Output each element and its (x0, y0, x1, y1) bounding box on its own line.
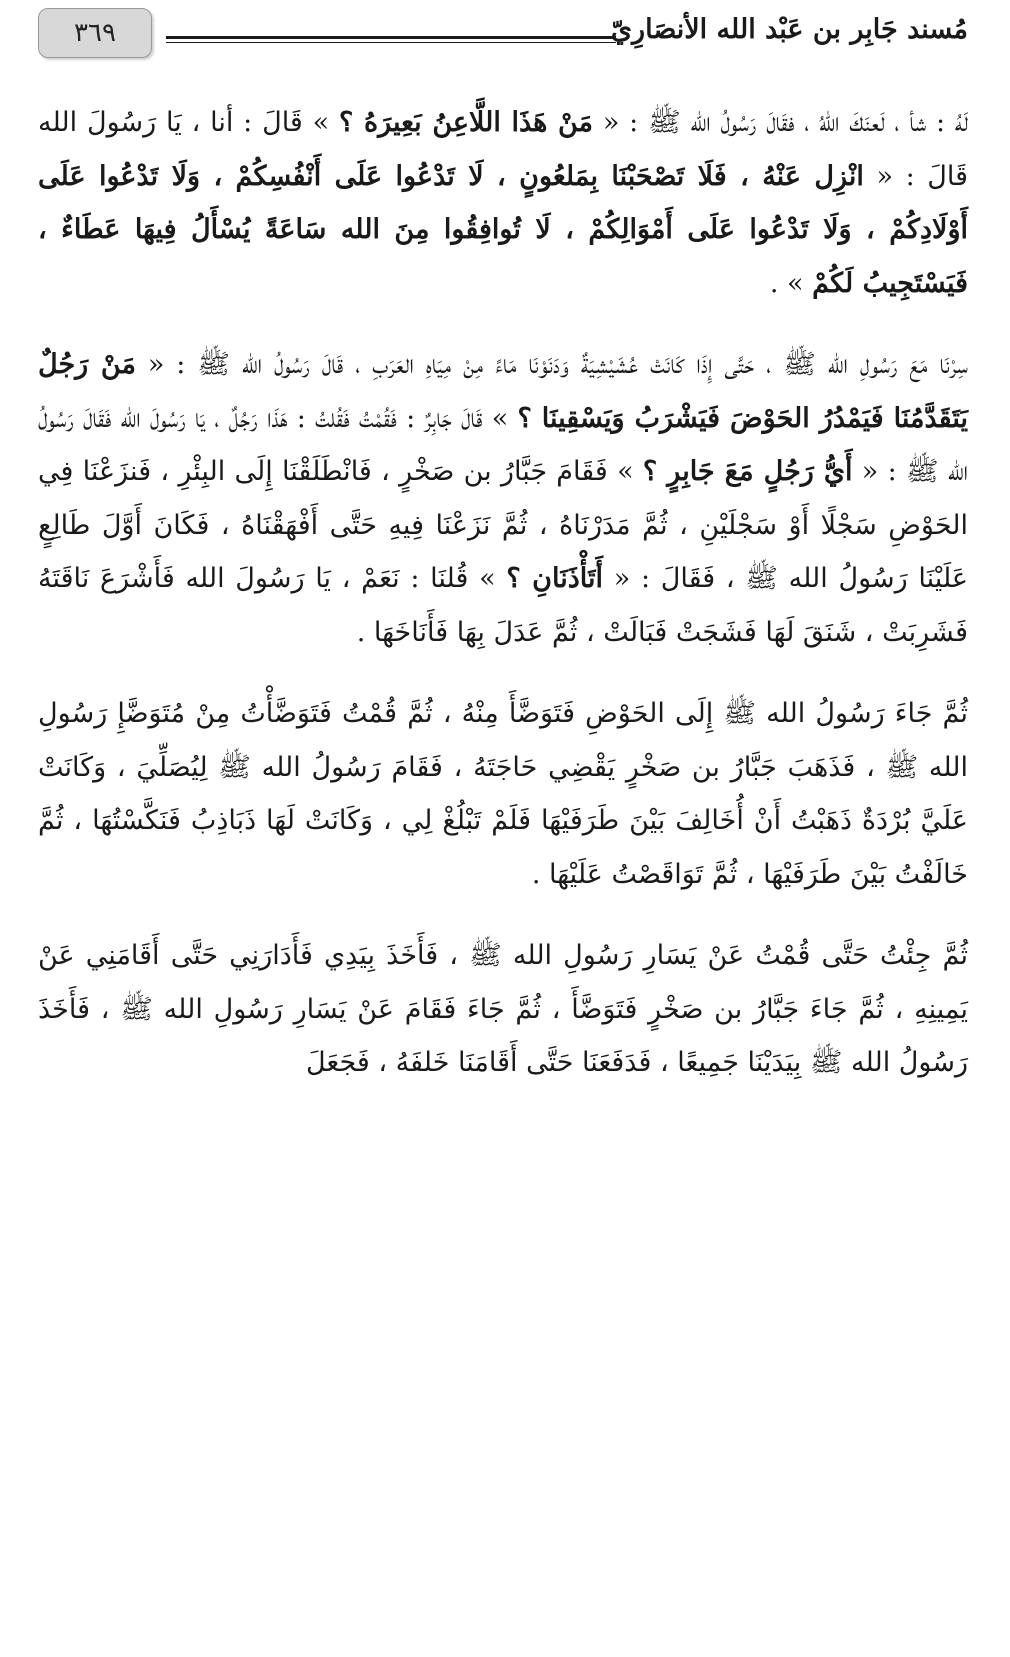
quoted-saying: انْزِل عَنْهُ ، فَلَا تَصْحَبْنَا بِمَلعُونٍ ، لَا تَدْعُوا عَلَى أَنْفُسِكُمْ ، وَلَا تَدْعُوا عَلَى أَوْلَادِكُمْ ، وَلَا تَدْعُوا عَلَى أَمْوَالِكُمْ ، لَا تُوافِقُوا مِنَ الله سَاعَةً يُسْأَلُ فِيهَا عَطَاءٌ ، فَيَسْتَجِيبُ لَكُمْ (38, 160, 968, 299)
quoted-saying: أَتَأْذَنَانِ ؟ (506, 563, 604, 594)
quoted-saying: أَيُّ رَجُلٍ مَعَ جَابِرٍ ؟ (642, 456, 853, 487)
page-number: ٣٦٩ (38, 8, 152, 58)
narration-text: » قَالَ جَابِرٌ : فَقُمْتُ فَقُلتُ : هَذَا رَجُلٌ ، يَا رَسُولَ الله فَقَالَ رَسُولُ الله ﷺ : « (38, 402, 969, 487)
narration-text: » . (769, 267, 813, 299)
narration-text: ثُمَّ جَاءَ رَسُولُ الله ﷺ إِلَى الحَوْضِ فَتَوَضَّأَ مِنْهُ ، ثُمَّ قُمْتُ فَتَوَضَّأْتُ مِنْ مُتَوَضَّإِ رَسُولِ الله ﷺ ، فَذَهَبَ جَبَّارُ بن صَخْرٍ يَقْضِي حَاجَتَهُ ، فَقَامَ رَسُولُ الله ﷺ لِيُصَلِّيَ ، وَكَانَتْ عَلَيَّ بُرْدَةٌ ذَهَبْتُ أَنْ أُخَالِفَ بَيْنَ طَرَفَيْهَا فَلَمْ تَبْلُغْ لِي ، وَكَانَتْ لَهَا ذَبَاذِبُ فَنَكَّسْتُهَا ، ثُمَّ خَالَفْتُ بَيْنَ طَرَفَيْهَا ، ثُمَّ تَوَاقَصْتُ عَلَيْهَا . (38, 698, 968, 890)
running-title: مُسند جَابِر بن عَبْد الله الأنصَارِيّ (610, 14, 968, 45)
narration-text: » قَالَ : أنا ، يَا رَسُولَ الله قَالَ : « (38, 107, 968, 192)
quoted-saying: مَنْ رَجُلٌ يَتَقَدَّمُنَا فَيَمْدُرُ الحَوْضَ فَيَشْرَبُ وَيَسْقِينَا ؟ (38, 349, 968, 434)
narration-text: سِرْنَا مَعَ رَسُولِ الله ﷺ ، حَتَّى إِذَا كَانَتْ عُشَيْشِيَةٌ وَدَنَوْنَا مَاءً مِنْ مِيَاهِ العَرَبِ ، قَالَ رَسُولُ الله ﷺ : « (135, 349, 969, 380)
paragraph-3 (38, 687, 968, 901)
main-text (38, 96, 968, 1090)
narration-text: » قُلنَا : نَعَمْ ، يَا رَسُولَ الله فَأَشْرَعَ نَاقَتَهُ فَشَرِبَتْ ، شَنَقَ لَهَا فَشَجَتْ فَبَالَتْ ، ثُمَّ عَدَلَ بِهَا فَأَنَاخَهَا . (38, 563, 968, 648)
page-header (38, 8, 968, 64)
paragraph-2 (38, 338, 968, 659)
narration-text: ثُمَّ جِئْتُ حَتَّى قُمْتُ عَنْ يَسَارِ رَسُولِ الله ﷺ ، فَأَخَذَ بِيَدِي فَأَدَارَنِي حَتَّى أَقَامَنِي عَنْ يَمِينِهِ ، ثُمَّ جَاءَ جَبَّارُ بن صَخْرٍ فَتَوَضَّأَ ، ثُمَّ جَاءَ فَقَامَ عَنْ يَسَارِ رَسُولِ الله ﷺ ، فَأَخَذَ رَسُولُ الله ﷺ بِيَدَيْنَا جَمِيعًا ، فَدَفَعَنَا حَتَّى أَقَامَنَا خَلفَهُ ، فَجَعَلَ (38, 940, 968, 1078)
narration-text: لَهُ : شأ ، لَعنَكَ اللهُ ، فقَالَ رَسُولُ الله ﷺ : « (593, 107, 969, 138)
quoted-saying: مَنْ هَذَا اللَّاعِنُ بَعِيرَهُ ؟ (338, 107, 594, 138)
paragraph-4 (38, 929, 968, 1090)
narration-text: » فَقَامَ جَبَّارُ بن صَخْرٍ ، فَانْطَلَقْنَا إِلَى البِئْرِ ، فَنزَعْنَا فِي الحَوْضِ سَجْلًا أَوْ سَجْلَيْنِ ، ثُمَّ مَدَرْنَاهُ ، ثُمَّ نَزَعْنَا فِيهِ حَتَّى أَفْهَقْنَاهُ ، فَكَانَ أَوَّلَ طَالِعٍ عَلَيْنَا رَسُولُ الله ﷺ ، فَقَالَ : « (38, 456, 968, 594)
header-rule (166, 36, 616, 43)
paragraph-1 (38, 96, 968, 310)
